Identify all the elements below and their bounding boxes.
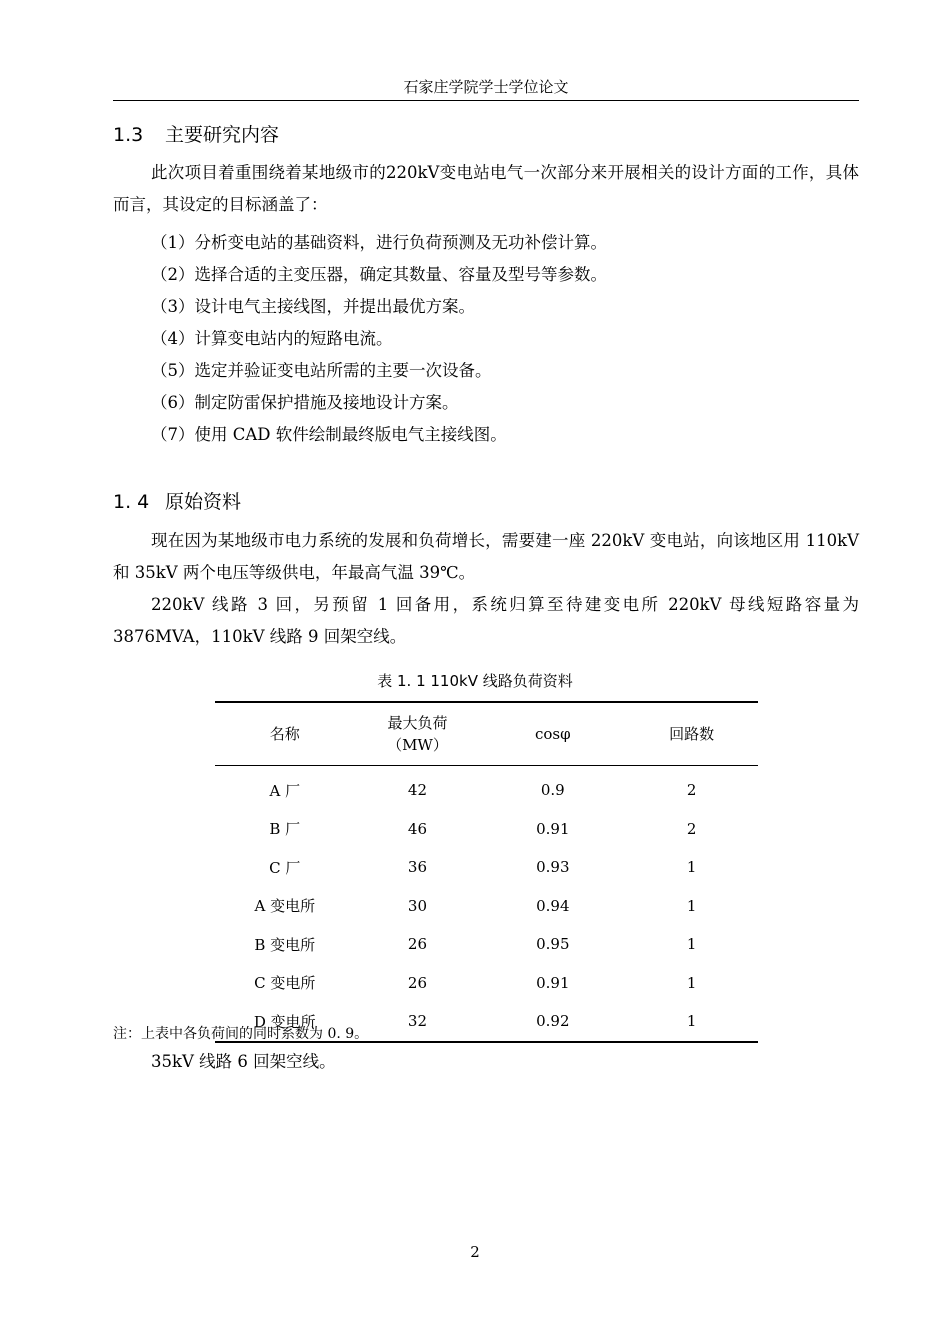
table-row xyxy=(215,887,758,926)
cell-circuits: 2 xyxy=(686,781,697,800)
cell-name: B 变电所 xyxy=(254,935,316,954)
cell-circuits: 2 xyxy=(686,819,697,838)
cell-circuits: 1 xyxy=(686,858,697,877)
header-circuits: 回路数 xyxy=(625,702,758,766)
table-row xyxy=(215,810,758,849)
table-row xyxy=(215,925,758,964)
cell-max-load: 32 xyxy=(355,1002,481,1042)
table-note: 注：上表中各负荷间的同时系数为 0. 9。 xyxy=(113,1026,369,1042)
cell-name: D 变电所 xyxy=(215,1002,355,1042)
body-paragraph: 220kV 线路 3 回，另预留 1 回备用，系统归算至待建变电所 220kV 母线短路容量为 3876MVA，110kV 线路 9 回架空线。 xyxy=(113,595,859,646)
cell-max-load: 30 xyxy=(407,896,428,915)
header-max-load-unit: （MW） xyxy=(387,736,448,754)
body-paragraph: 现在因为某地级市电力系统的发展和负荷增长，需要建一座 220kV 变电站，向该地区用 110kV 和 35kV 两个电压等级供电，年最高气温 39℃。 xyxy=(113,531,859,582)
cell-max-load: 36 xyxy=(407,858,428,877)
load-data-table xyxy=(215,701,758,1043)
page-number: 2 xyxy=(470,1243,480,1261)
cell-max-load: 26 xyxy=(407,935,428,954)
section-number: 1.3 xyxy=(113,124,144,146)
table-caption: 表 1. 1 110kV 线路负荷资料 xyxy=(377,672,573,690)
header-max-load xyxy=(355,702,481,766)
cell-cosphi: 0.93 xyxy=(536,858,570,877)
cell-name: C 变电所 xyxy=(254,974,316,993)
table-row xyxy=(215,964,758,1003)
section-heading-1-3 xyxy=(113,120,279,147)
cell-name: A 变电所 xyxy=(254,897,316,916)
list-item: （2）选择合适的主变压器，确定其数量、容量及型号等参数。 xyxy=(151,265,607,284)
list-item: （3）设计电气主接线图，并提出最优方案。 xyxy=(151,297,475,316)
header-name: 名称 xyxy=(215,702,355,766)
list-item: （6）制定防雷保护措施及接地设计方案。 xyxy=(151,393,459,412)
header-cosphi: cosφ xyxy=(480,702,625,766)
cell-name: B 厂 xyxy=(269,820,301,839)
running-header: 石家庄学院学士学位论文 xyxy=(403,78,569,96)
cell-circuits: 1 xyxy=(686,896,697,915)
cell-name: A 厂 xyxy=(269,781,301,800)
table-header-row xyxy=(215,702,758,766)
header-max-load-label: 最大负荷 xyxy=(387,714,448,732)
cell-cosphi: 0.92 xyxy=(480,1002,625,1042)
list-item: （7）使用 CAD 软件绘制最终版电气主接线图。 xyxy=(151,425,507,444)
section-intro-paragraph: 此次项目着重围绕着某地级市的220kV变电站电气一次部分来开展相关的设计方面的工作，具体而言，其设定的目标涵盖了： xyxy=(113,163,859,214)
cell-name: C 厂 xyxy=(269,858,301,877)
list-item: （5）选定并验证变电站所需的主要一次设备。 xyxy=(151,361,492,380)
section-title: 原始资料 xyxy=(165,491,242,513)
table-row xyxy=(215,848,758,887)
cell-cosphi: 0.95 xyxy=(536,935,570,954)
section-title: 主要研究内容 xyxy=(165,124,280,146)
section-number: 1. 4 xyxy=(113,491,150,513)
header-divider xyxy=(113,100,859,101)
list-item: （1）分析变电站的基础资料，进行负荷预测及无功补偿计算。 xyxy=(151,233,607,252)
cell-max-load: 46 xyxy=(407,819,428,838)
list-item: （4）计算变电站内的短路电流。 xyxy=(151,329,393,348)
cell-cosphi: 0.91 xyxy=(536,819,570,838)
cell-circuits: 1 xyxy=(686,935,697,954)
cell-cosphi: 0.9 xyxy=(540,781,565,800)
cell-cosphi: 0.91 xyxy=(536,973,570,992)
cell-max-load: 26 xyxy=(407,973,428,992)
cell-max-load: 42 xyxy=(407,781,428,800)
cell-circuits: 1 xyxy=(625,1002,758,1042)
section-heading-1-4 xyxy=(113,487,241,514)
closing-paragraph: 35kV 线路 6 回架空线。 xyxy=(151,1052,336,1071)
table-row xyxy=(215,766,758,810)
cell-cosphi: 0.94 xyxy=(536,896,570,915)
cell-circuits: 1 xyxy=(686,973,697,992)
